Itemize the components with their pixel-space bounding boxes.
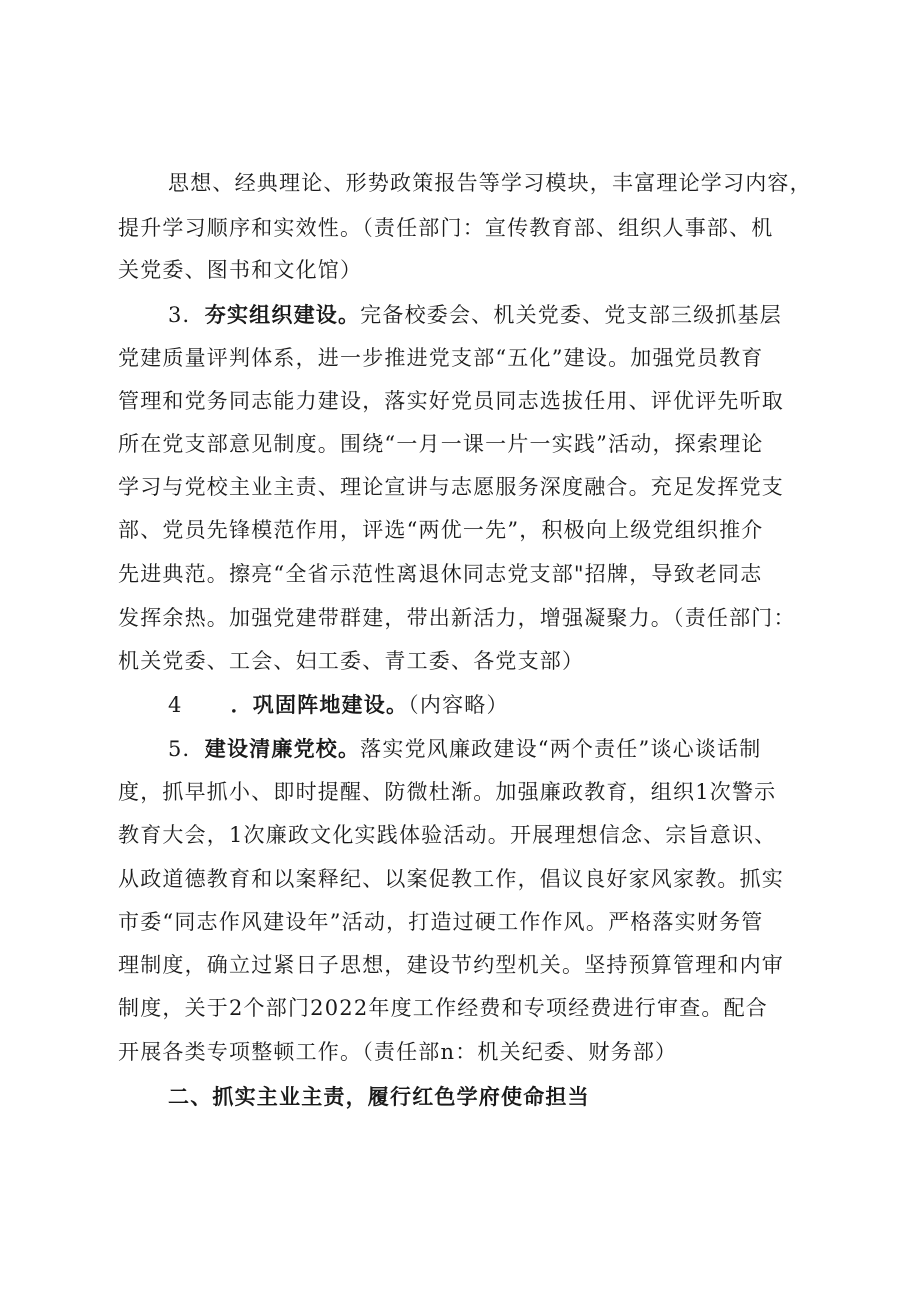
item-4-text: （内容略） — [408, 693, 509, 717]
paragraph-line: 提升学习顺序和实效性。（责任部门：宣传教育部、组织人事部、机 — [118, 216, 774, 240]
paragraph-line: 从政道德教育和以案释纪、以案促教工作，倡议良好家风家教。抓实 — [118, 867, 784, 891]
section-heading: 二、抓实主业主责，履行红色学府使命担当 — [168, 1085, 590, 1109]
paragraph-line: 学习与党校主业主责、理论宣讲与志愿服务深度融合。充足发挥党支 — [118, 475, 784, 499]
item-3-text: 完备校委会、机关党委、党支部三级抓基层 — [360, 303, 782, 327]
paragraph-line: 关党委、图书和文化馆） — [118, 258, 363, 282]
item-5-title: 建设清廉党校。 — [204, 737, 361, 761]
paragraph-line: 所在党支部意见制度。围绕“一月一课一片一实践”活动，探索理论 — [118, 432, 764, 456]
paragraph-line: 度，抓早抓小、即时提醒、防微杜渐。加强廉政教育，组织1次警示 — [118, 780, 777, 804]
paragraph-line: 开展各类专项整顿工作。（责任部n：机关纪委、财务部） — [118, 1040, 678, 1064]
item-4-number: 4 — [168, 693, 183, 717]
paragraph-line: 部、党员先锋模范作用，评选“两优一先”，积极向上级党组织推介 — [118, 518, 764, 542]
paragraph-line: 机关党委、工会、妇工委、青工委、各党支部） — [118, 649, 585, 673]
paragraph-line: 思想、经典理论、形势政策报告等学习模块，丰富理论学习内容， — [168, 171, 812, 195]
item-5-number: 5． — [168, 737, 205, 761]
paragraph-line: 理制度，确立过紧日子思想，建设节约型机关。坚持预算管理和内审 — [118, 953, 784, 977]
paragraph-line: 教育大会，1次廉政文化实践体验活动。开展理想信念、宗旨意识、 — [118, 823, 777, 847]
paragraph-line: 发挥余热。加强党建带群建，带出新活力，增强凝聚力。（责任部门： — [118, 606, 796, 630]
paragraph-line: 先进典范。擦亮“全省示范性离退休同志党支部"招牌，导致老同志 — [118, 562, 763, 586]
item-4-line — [168, 690, 858, 720]
paragraph-line: 管理和党务同志能力建设，落实好党员同志选拔任用、评优评先听取 — [118, 389, 784, 413]
item-3-first-line — [168, 300, 858, 330]
paragraph-line: 党建质量评判体系，进一步推进党支部“五化”建设。加强党员教育 — [118, 346, 764, 370]
item-5-first-line — [168, 734, 858, 764]
item-4-title: ．巩固阵地建设。 — [230, 693, 409, 717]
item-5-text: 落实党风廉政建设“两个责任”谈心谈话制 — [360, 737, 762, 761]
item-3-title: 夯实组织建设。 — [204, 303, 361, 327]
paragraph-line: 制度，关于2个部门2022年度工作经费和专项经费进行审查。配合 — [118, 996, 769, 1020]
paragraph-line: 市委“同志作风建设年”活动，打造过硬工作作风。严格落实财务管 — [118, 910, 764, 934]
item-3-number: 3． — [168, 303, 205, 327]
